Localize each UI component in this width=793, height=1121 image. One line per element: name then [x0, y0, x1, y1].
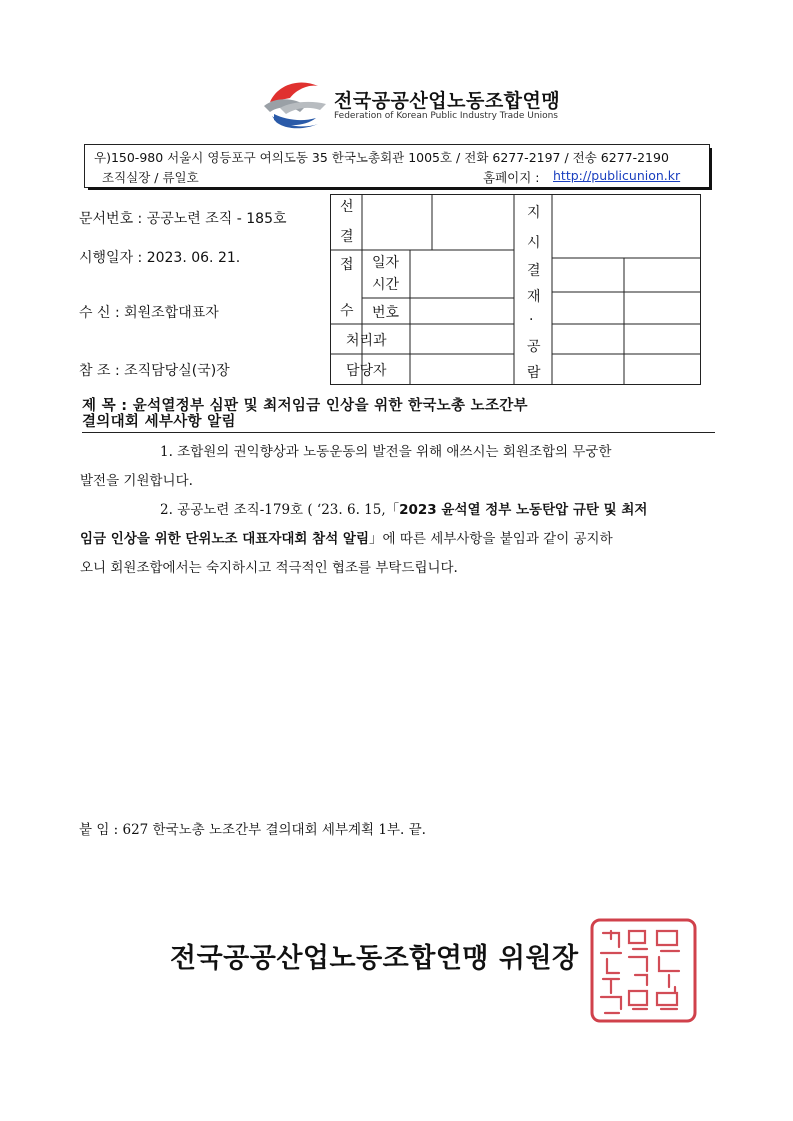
paragraph-1-line-1: 1. 조합원의 권익향상과 노동운동의 발전을 위해 애쓰시는 회원조합의 무궁한 [160, 444, 612, 460]
subject-line-2: 결의대회 세부사항 알림 [82, 414, 236, 430]
approval-table [330, 194, 701, 385]
approval-sun: 선 [340, 199, 354, 215]
approval-person: 담당자 [346, 363, 387, 379]
subject-divider [82, 432, 715, 433]
paragraph-1-line-2: 발전을 기원합니다. [80, 473, 193, 489]
paragraph-2-ref: 2. 공공노련 조직-179호 ( ‘23. 6. 15,「 [160, 502, 400, 518]
paragraph-2-line-1 [160, 498, 647, 518]
approval-si: 시 [527, 235, 541, 251]
approval-gyeol2: 결 [527, 263, 541, 279]
homepage-link[interactable]: http://publicunion.kr [553, 168, 681, 183]
paragraph-2-text: 」에 따른 세부사항을 붙임과 같이 공지하 [369, 531, 613, 547]
attachment-note: 붙 임 : 627 한국노총 노조간부 결의대회 세부계획 1부. 끝. [79, 822, 426, 838]
approval-dept: 처리과 [346, 333, 387, 349]
recipient: 수 신 : 회원조합대표자 [79, 305, 219, 321]
approval-jeop: 접 [340, 257, 354, 273]
homepage-label: 홈페이지 : [483, 170, 540, 185]
approval-gyeol: 결 [340, 229, 354, 245]
approval-dot: · [529, 312, 534, 328]
paragraph-2-line-3: 오니 회원조합에서는 숙지하시고 적극적인 협조를 부탁드립니다. [80, 560, 458, 576]
approval-jae: 재 [527, 289, 541, 305]
subject-line-1: 제 목 : 윤석열정부 심판 및 최저임금 인상을 위한 한국노총 노조간부 [82, 398, 528, 414]
org-name-korean: 전국공공산업노동조합연맹 [334, 90, 561, 112]
org-name-english: Federation of Korean Public Industry Trade Unions [334, 111, 558, 121]
address-box-shadow [709, 148, 712, 190]
contact-person: 조직실장 / 류일호 [102, 170, 199, 185]
signature-line: 전국공공산업노동조합연맹 위원장 [170, 943, 579, 974]
doc-number: 문서번호 : 공공노련 조직 - 185호 [79, 211, 287, 227]
approval-ji: 지 [527, 205, 541, 221]
reference: 참 조 : 조직담당실(국)장 [79, 363, 230, 379]
paragraph-2-line-2 [80, 527, 613, 547]
paragraph-2-title-part-1: 2023 윤석열 정부 노동탄압 규탄 및 최저 [399, 502, 648, 518]
issue-date: 시행일자 : 2023. 06. 21. [79, 250, 241, 266]
approval-number: 번호 [372, 305, 400, 321]
address-box-shadow [88, 187, 709, 190]
approval-su: 수 [340, 303, 354, 319]
approval-gong: 공 [527, 339, 541, 355]
subject [82, 398, 702, 430]
approval-time: 시간 [372, 277, 400, 293]
approval-ram: 람 [527, 365, 541, 381]
official-seal-icon [589, 917, 698, 1024]
paragraph-2-title-part-2: 임금 인상을 위한 단위노조 대표자대회 참석 알림 [80, 531, 370, 547]
union-logo-icon [256, 76, 330, 132]
address-line: 우)150-980 서울시 영등포구 여의도동 35 한국노총회관 1005호 / 전화 6277-2197 / 전송 6277-2190 [94, 150, 669, 165]
approval-date: 일자 [372, 255, 400, 271]
